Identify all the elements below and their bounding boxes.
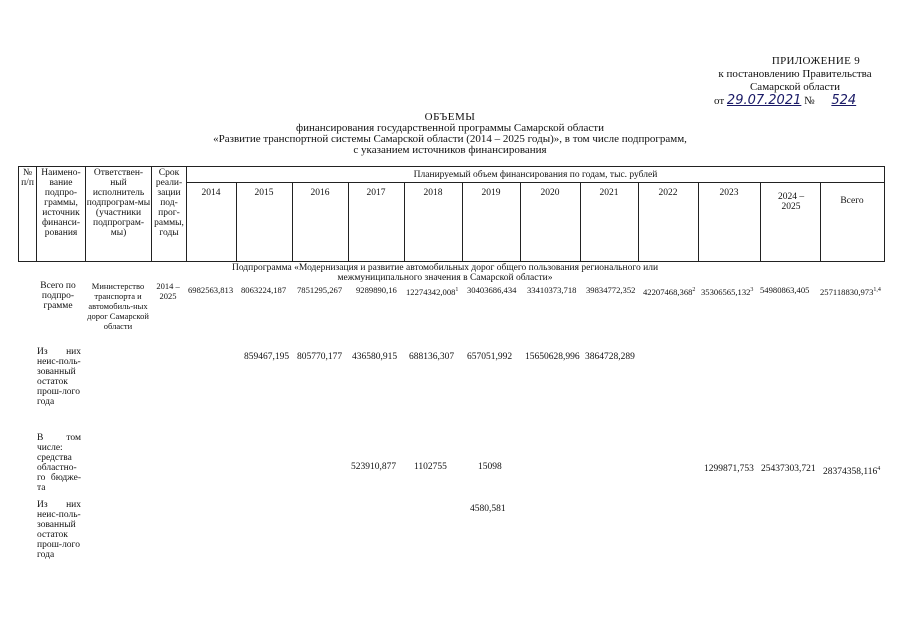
total-2020: 33410373,718 — [527, 285, 577, 295]
regional-total-value: 28374358,116 — [823, 467, 878, 478]
subprogram-title: Подпрограмма «Модернизация и развитие автомобильных дорог общего пользования регионального или межмуниципального значения в Самарской области» — [231, 263, 659, 283]
year-2016: 2016 — [310, 188, 330, 198]
unused1-2019: 657051,992 — [467, 352, 513, 362]
total-2022 — [643, 285, 695, 297]
unused2-2019: 4580,581 — [470, 504, 506, 514]
header-name: Наимено-вание подпро-граммы, источник финанси-рования — [41, 168, 81, 238]
total-2018-note: 1 — [455, 287, 459, 293]
unused1-2018: 688136,307 — [409, 352, 455, 362]
header-term: Срок реали-зации под-прог-раммы, годы — [154, 168, 184, 238]
total-2021: 39834772,352 — [586, 285, 636, 295]
year-2024-2025: 2024 – 2025 — [777, 192, 805, 212]
year-2023: 2023 — [719, 188, 739, 198]
year-2020: 2020 — [540, 188, 560, 198]
regional-2018: 1102755 — [414, 462, 447, 472]
row-total-term: 2014 – 2025 — [156, 281, 180, 301]
regional-2019: 15098 — [478, 462, 502, 472]
title-line2: финансирования государственной программы Самарской области — [295, 122, 604, 134]
total-all-note: 1,4 — [873, 287, 881, 293]
year-2021: 2021 — [599, 188, 619, 198]
total-2024-2025: 54980863,405 — [760, 285, 810, 295]
regional-2023: 1299871,753 — [704, 464, 754, 474]
date-prefix: от — [714, 95, 725, 107]
regional-total — [823, 464, 880, 477]
total-2016: 7851295,267 — [297, 285, 343, 295]
document-title — [150, 112, 750, 156]
handwritten-date: 29.07.2021 — [726, 93, 802, 108]
total-2018-value: 12274342,008 — [406, 286, 456, 297]
total-all-value: 257118830,973 — [820, 286, 874, 297]
regional-total-note: 4 — [877, 466, 881, 472]
table-header — [18, 166, 885, 262]
unused1-2020: 15650628,996 — [525, 352, 580, 362]
header-planned: Планируемый объем финансирования по годам, тыс. рублей — [413, 170, 658, 180]
row-total-label: Всего по подпро-грамме — [40, 281, 76, 311]
unused1-2017: 436580,915 — [352, 352, 398, 362]
year-2017: 2017 — [366, 188, 386, 198]
unused1-2016: 805770,177 — [297, 352, 343, 362]
total-2022-note: 2 — [692, 287, 696, 293]
year-2022: 2022 — [658, 188, 678, 198]
year-2019: 2019 — [481, 188, 501, 198]
total-2014: 6982563,813 — [188, 285, 234, 295]
appendix-header — [700, 55, 890, 108]
appendix-line2: к постановлению Правительства — [718, 68, 872, 80]
regional-2024-2025: 25437303,721 — [761, 464, 816, 474]
total-2015: 8063224,187 — [241, 285, 287, 295]
header-num: № п/п — [21, 168, 34, 188]
total-2019: 30403686,434 — [467, 285, 517, 295]
year-2015: 2015 — [254, 188, 274, 198]
year-2018: 2018 — [423, 188, 443, 198]
total-2023 — [701, 285, 753, 297]
total-2022-value: 42207468,368 — [643, 286, 693, 297]
unused1-2015: 859467,195 — [244, 352, 290, 362]
row-unused1-label: Из них неис-поль-зованный остаток прош-лого года — [37, 347, 81, 407]
year-total: Всего — [840, 196, 864, 206]
total-2023-value: 35306565,132 — [701, 286, 751, 297]
unused1-2021: 3864728,289 — [585, 352, 635, 362]
appendix-title: ПРИЛОЖЕНИЕ 9 — [771, 55, 860, 67]
row-regional-label: В том числе: средства областно-го бюдже-та — [37, 433, 81, 493]
total-2023-note: 3 — [750, 287, 754, 293]
row-total-responsible: Министерство транспорта и автомобиль-ных дорог Самарской области — [87, 281, 149, 331]
row-unused2-label: Из них неис-поль-зованный остаток прош-лого года — [37, 500, 81, 560]
appendix-line3: Самарской области — [749, 81, 841, 93]
title-line1: ОБЪЕМЫ — [424, 111, 476, 123]
total-2018 — [406, 285, 458, 297]
total-2017: 9289890,16 — [356, 285, 397, 295]
title-line3: «Развитие транспортной системы Самарской области (2014 – 2025 годы)», в том числе подпрограмм, — [213, 133, 687, 145]
number-prefix: № — [804, 95, 815, 107]
appendix-dateline — [700, 94, 890, 108]
title-line4: с указанием источников финансирования — [353, 144, 547, 156]
total-all — [820, 285, 881, 297]
year-2014: 2014 — [201, 188, 221, 198]
header-responsible: Ответствен-ный исполнитель подпрограм-мы (участники подпрограм-мы) — [86, 168, 151, 238]
regional-2017: 523910,877 — [351, 462, 397, 472]
handwritten-number: 524 — [831, 93, 857, 108]
